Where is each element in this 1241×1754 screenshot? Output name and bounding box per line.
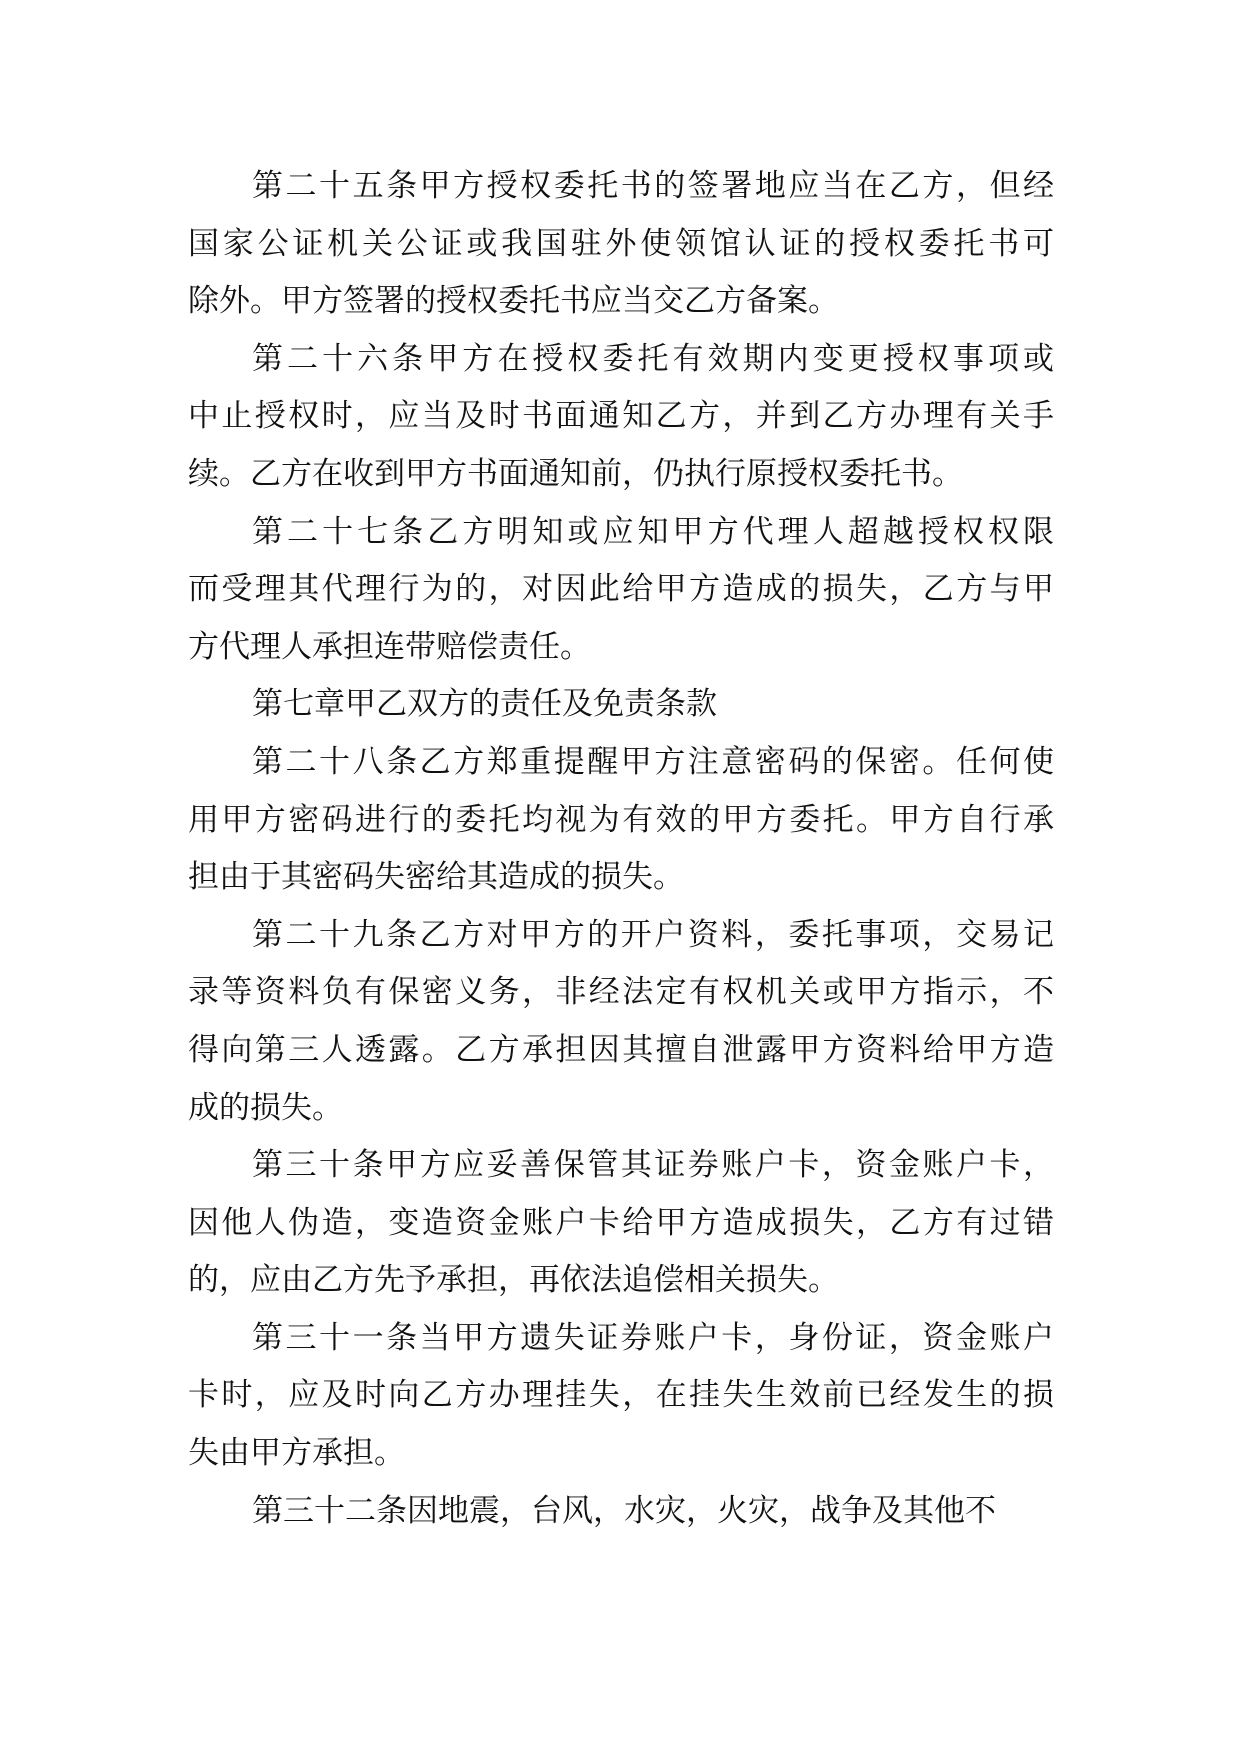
paragraph-line: 的，应由乙方先予承担，再依法追偿相关损失。 (188, 1262, 839, 1299)
paragraph (188, 676, 1054, 734)
paragraph-line: 而受理其代理行为的，对因此给甲方造成的损失，乙方与甲 (188, 571, 1054, 608)
paragraph-line: 因他人伪造，变造资金账户卡给甲方造成损失，乙方有过错 (188, 1204, 1054, 1241)
document-body (188, 158, 1054, 1540)
paragraph-line: 续。乙方在收到甲方书面通知前，仍执行原授权委托书。 (188, 455, 963, 492)
paragraph-line: 方代理人承担连带赔偿责任。 (188, 628, 591, 665)
paragraph-line: 第七章甲乙双方的责任及免责条款 (252, 686, 717, 723)
paragraph (188, 1137, 1054, 1310)
paragraph (188, 907, 1054, 1137)
paragraph-line: 第二十六条甲方在授权委托有效期内变更授权事项或 (252, 340, 1054, 377)
paragraph-line: 中止授权时，应当及时书面通知乙方，并到乙方办理有关手 (188, 398, 1054, 435)
paragraph-line: 用甲方密码进行的委托均视为有效的甲方委托。甲方自行承 (188, 801, 1054, 838)
paragraph-line: 第二十八条乙方郑重提醒甲方注意密码的保密。任何使 (252, 743, 1054, 780)
paragraph (188, 331, 1054, 504)
paragraph-line: 录等资料负有保密义务，非经法定有权机关或甲方指示，不 (188, 974, 1054, 1011)
paragraph-line: 第三十条甲方应妥善保管其证券账户卡，资金账户卡， (252, 1147, 1054, 1184)
paragraph-line: 失由甲方承担。 (188, 1435, 405, 1472)
paragraph (188, 1483, 1054, 1541)
paragraph (188, 158, 1054, 331)
paragraph-line: 第二十九条乙方对甲方的开户资料，委托事项，交易记 (252, 916, 1054, 953)
paragraph (188, 1310, 1054, 1483)
paragraph-line: 成的损失。 (188, 1089, 343, 1126)
paragraph-line: 国家公证机关公证或我国驻外使领馆认证的授权委托书可 (188, 225, 1054, 262)
paragraph-line: 担由于其密码失密给其造成的损失。 (188, 859, 684, 896)
paragraph-line: 第二十五条甲方授权委托书的签署地应当在乙方，但经 (252, 168, 1054, 204)
paragraph-line: 第二十七条乙方明知或应知甲方代理人超越授权权限 (252, 513, 1054, 550)
paragraph-line: 得向第三人透露。乙方承担因其擅自泄露甲方资料给甲方造 (188, 1031, 1054, 1068)
paragraph (188, 734, 1054, 907)
paragraph-line: 除外。甲方签署的授权委托书应当交乙方备案。 (188, 283, 839, 320)
paragraph-line: 第三十二条因地震，台风，水灾，火灾，战争及其他不 (252, 1492, 996, 1529)
paragraph-line: 卡时，应及时向乙方办理挂失，在挂失生效前已经发生的损 (188, 1377, 1054, 1414)
paragraph (188, 504, 1054, 677)
paragraph-line: 第三十一条当甲方遗失证券账户卡，身份证，资金账户 (252, 1319, 1054, 1356)
